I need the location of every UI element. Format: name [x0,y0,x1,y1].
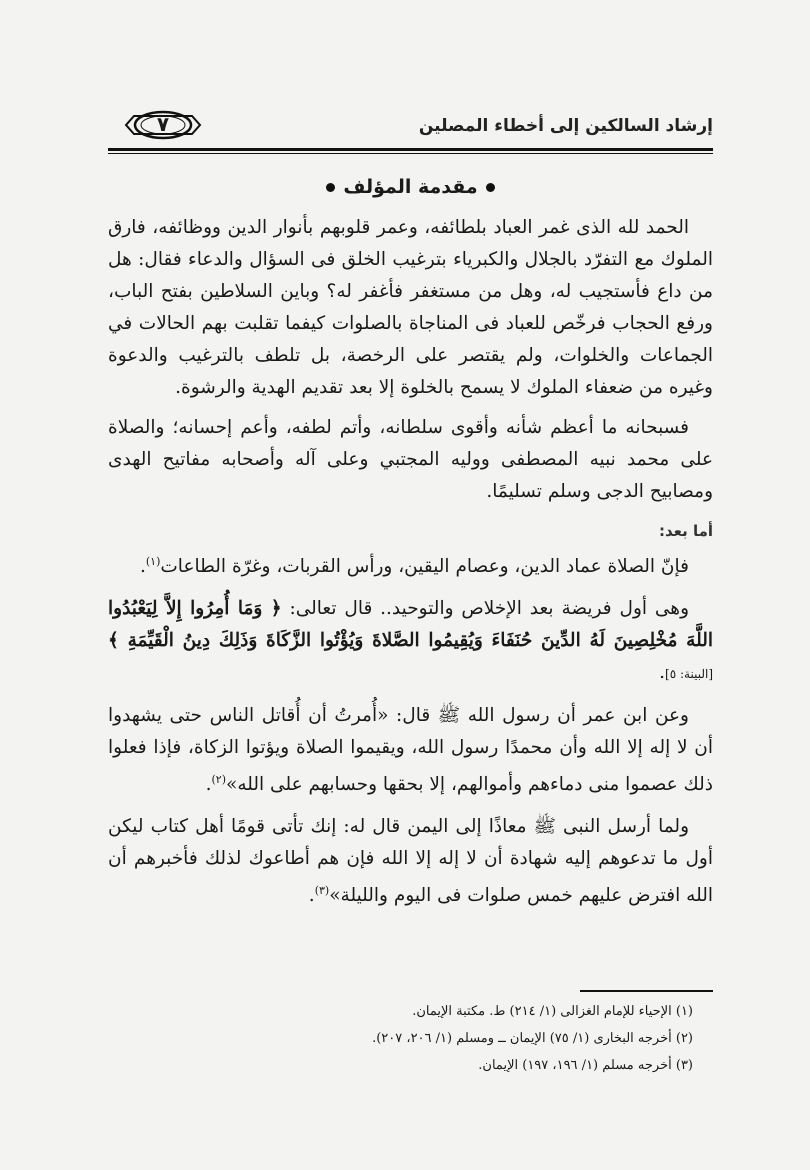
paragraph-6-text: ولما أرسل النبى ﷺ معاذًا إلى اليمن قال له: إنك تأتى قومًا أهل كتاب ليكن أول ما تدعوهم إليه شهادة أن لا إله إلا الله فإن هم أطاعوك لذلك فأخبرهم أن الله افترض عليهم خمس صلوات فى اليوم والليلة» [108,816,713,907]
paragraph-4: وهى أول فريضة بعد الإخلاص والتوحيد.. قال تعالى: ﴿ وَمَا أُمِرُوا إِلاَّ لِيَعْبُدُوا اللَّهَ مُخْلِصِينَ لَهُ الدِّينَ حُنَفَاءَ وَيُقِيمُوا الصَّلاةَ وَيُؤْتُوا الزَّكَاةَ وَذَلِكَ دِينُ الْقَيِّمَةِ ﴾ [البينة: ٥]. [108,598,713,684]
verse-reference: [البينة: ٥] [665,667,713,682]
paragraph-1: الحمد لله الذى غمر العباد بلطائفه، وعمر قلوبهم بأنوار الدين ووظائفه، فارق الملوك مع التفرّد بالجلال والكبرياء بترغيب الخلق فى السؤال والدعاء فقال: هل من داع فأستجيب له، وهل من مستغفر فأغفر له؟ وباين السلاطين بفتح الباب، ورفع الحجاب فرخّص للعباد فى المناجاة بالصلوات كيفما تقلبت بهم الحالات في الجماعات والخلوات، ولم يقتصر على الرخصة، بل تلطف بالترغيب والدعوة وغيره من ضعفاء الملوك لا يسمح بالخلوة إلا بعد تقديم الهدية والرشوة. [108,217,713,398]
section-heading [108,176,713,198]
section-title: مقدمة المؤلف [343,176,478,198]
paragraph-2: فسبحانه ما أعظم شأنه وأقوى سلطانه، وأتم لطفه، وأعم إحسانه؛ والصلاة على محمد نبيه المصطفى ووليه المجتبي وعلى آله وأصحابه مفاتيح الهدى ومصابيح الدجى وسلم تسليمًا. [108,417,713,502]
paragraph-5: وعن ابن عمر أن رسول الله ﷺ قال: «أُمرتُ أن أُقاتل الناس حتى يشهدوا أن لا إله إلا الله وأن محمدًا رسول الله، ويقيموا الصلاة ويؤتوا الزكاة، فإذا فعلوا ذلك عصموا منى دماءهم وأموالهم، إلا بحقها وحسابهم على الله»$^{(٢)}$. [108,705,713,796]
paragraph-3: فإنّ الصلاة عماد الدين، وعصام اليقين، ورأس القربات، وغرّة الطاعات$^{(١)}$. [139,555,689,578]
footnote-marker-2: (٢) [211,773,227,787]
quran-verse: ﴿ وَمَا أُمِرُوا إِلاَّ لِيَعْبُدُوا اللَّهَ مُخْلِصِينَ لَهُ الدِّينَ حُنَفَاءَ وَيُقِيمُوا الصَّلاةَ وَيُؤْتُوا الزَّكَاةَ وَذَلِكَ دِينُ الْقَيِّمَةِ ﴾ [108,598,713,652]
running-title: إرشاد السالكين إلى أخطاء المصلين [418,116,713,136]
page-number: ٧ [156,112,170,136]
footnote-3: (٣) أخرجه مسلم (١/ ١٩٦، ١٩٧) الإيمان. [478,1058,693,1073]
paragraph-3-text: فإنّ الصلاة عماد الدين، وعصام اليقين، ورأس القربات، وغرّة الطاعات [160,556,689,578]
footnote-rule [580,990,713,992]
footnotes [108,998,713,1079]
page-number-badge [120,108,206,142]
footnote-marker-1: (١) [145,555,161,568]
header-rule-thin [108,153,713,154]
paragraph-6: ولما أرسل النبى ﷺ معاذًا إلى اليمن قال له: إنك تأتى قومًا أهل كتاب ليكن أول ما تدعوهم إليه شهادة أن لا إله إلا الله فإن هم أطاعوك لذلك فأخبرهم أن الله افترض عليهم خمس صلوات فى اليوم والليلة»$^{(٣)}$. [108,816,713,907]
header-rule [108,148,713,151]
amma-baad-heading: أما بعد: [658,522,713,540]
bullet-icon [326,183,335,192]
paragraph-5-text: وعن ابن عمر أن رسول الله ﷺ قال: «أُمرتُ أن أُقاتل الناس حتى يشهدوا أن لا إله إلا الله وأن محمدًا رسول الله، ويقيموا الصلاة ويؤتوا الزكاة، فإذا فعلوا ذلك عصموا منى دماءهم وأموالهم، إلا بحقها وحسابهم على الله» [108,705,713,796]
paragraph-4-intro: وهى أول فريضة بعد الإخلاص والتوحيد.. قال تعالى: [289,598,690,620]
footnote-2: (٢) أخرجه البخارى (١/ ٧٥) الإيمان ــ ومسلم (١/ ٢٠٦، ٢٠٧). [372,1031,693,1046]
body-text [108,212,713,912]
page-header [108,100,713,156]
bullet-icon [486,183,495,192]
footnote-marker-3: (٣) [314,884,330,898]
footnote-1: (١) الإحياء للإمام الغزالى (١/ ٢١٤) ط. مكتبة الإيمان. [412,1004,693,1019]
